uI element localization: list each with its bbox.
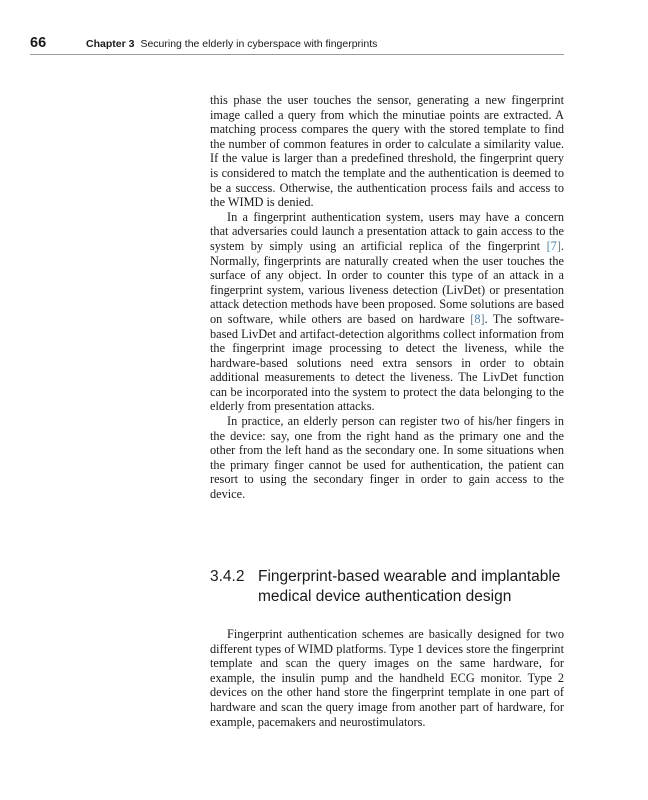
section-number: 3.4.2 — [210, 568, 245, 585]
running-header — [30, 34, 564, 55]
paragraph-2 — [210, 210, 564, 414]
paragraph-2-part-a: In a fingerprint authentication system, users may have a concern that adversaries could launch a presentation attack to gain access to the system by simply using an artificial replica of the fingerprint — [210, 209, 564, 253]
chapter-label: Chapter 3 — [86, 38, 135, 50]
paragraph-2-part-b: . Normally, fingerprints are naturally created when the user touches the surface of any object. In order to counter this type of an attack in a fingerprint system, various liveness detection (LivDet) or presentation attack detection methods have been proposed. Some solutions are based on software, while others are based on hardware — [210, 238, 564, 326]
citation-8[interactable]: [8] — [470, 311, 485, 326]
paragraph-2-part-c: . The software-based LivDet and artifact-detection algorithms collect information from the fingerprint image processing to detect the liveness, while the hardware-based solutions need extra sensors in order to obtain additional measurements to detect the liveness. The LivDet function can be incorporated into the system to protect the data belonging to the elderly from presentation attacks. — [210, 311, 564, 414]
citation-7[interactable]: [7] — [546, 238, 561, 253]
body-text — [210, 93, 564, 502]
page-number: 66 — [30, 35, 47, 51]
section-body — [210, 627, 564, 729]
section-heading — [210, 567, 564, 606]
chapter-heading — [86, 38, 377, 50]
section-title: Fingerprint-based wearable and implantable medical device authentication design — [258, 568, 561, 605]
paragraph-1: this phase the user touches the sensor, generating a new fingerprint image called a query from which the minutiae points are extracted. A matching process compares the query with the stored template to find the number of common features in order to calculate a similarity value. If the value is larger than a predefined threshold, the fingerprint query is considered to match the template and the authentication is deemed to be a success. Otherwise, the authentication process fails and access to the WIMD is denied. — [210, 93, 564, 210]
paragraph-4: Fingerprint authentication schemes are basically designed for two different types of WIMD platforms. Type 1 devices store the fingerprint template and scan the query images on the same hardware, for example, the insulin pump and the handheld ECG monitor. Type 2 devices on the other hand store the fingerprint template in one part of hardware and scan the query image from another part of hardware, for example, pacemakers and neurostimulators. — [210, 627, 564, 729]
paragraph-3: In practice, an elderly person can register two of his/her fingers in the device: say, one from the right hand as the primary one and the other from the left hand as the secondary one. In some situations when the primary finger cannot be used for authentication, the patient can resort to using the secondary finger in order to gain access to the device. — [210, 414, 564, 502]
chapter-title: Securing the elderly in cyberspace with fingerprints — [140, 38, 378, 50]
